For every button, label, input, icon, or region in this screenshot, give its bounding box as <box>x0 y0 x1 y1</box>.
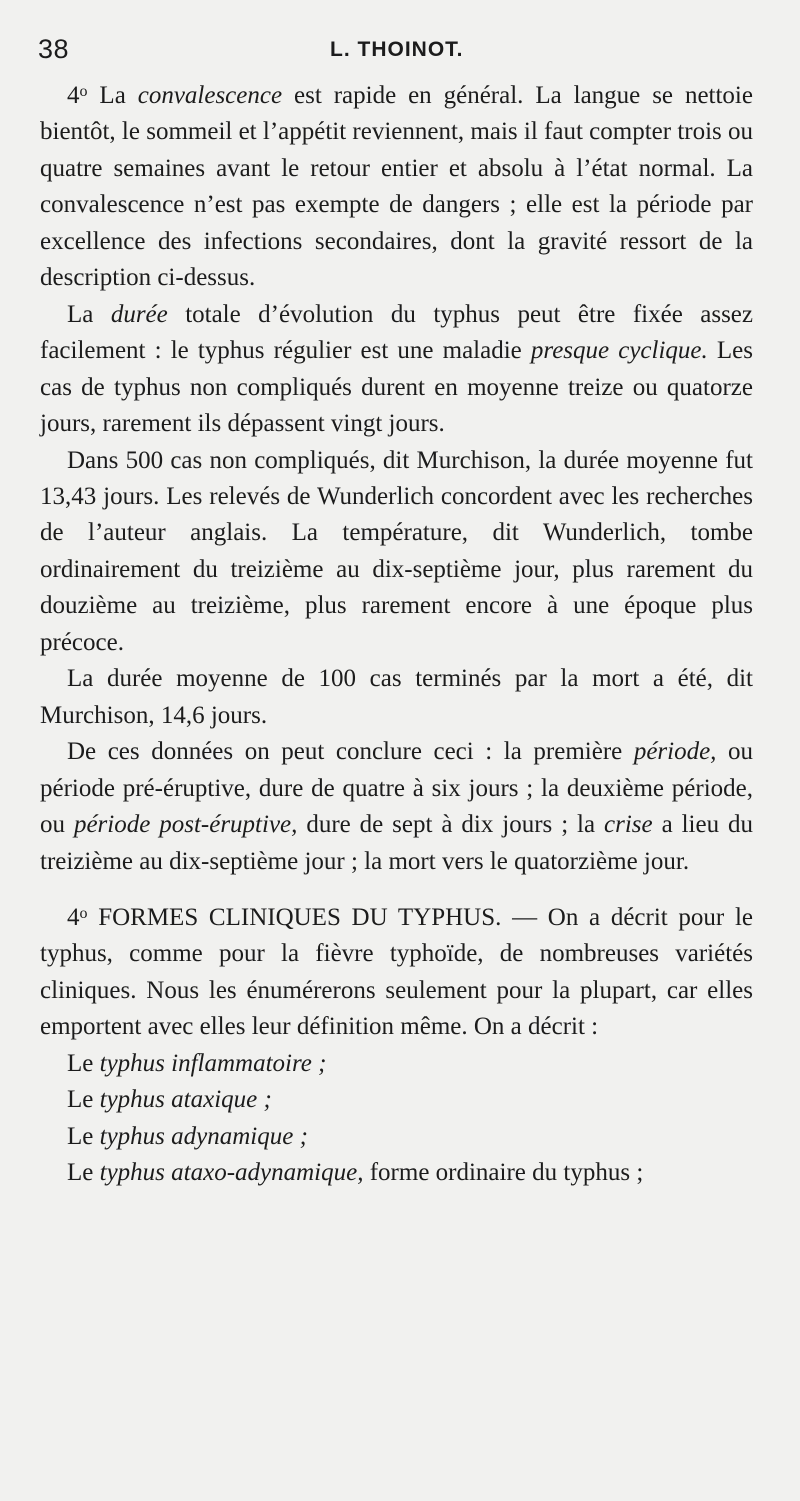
paragraph-duree-mort: La durée moyenne de 100 cas terminés par la mort a été, dit Murchison, 14,6 jours. <box>40 665 753 729</box>
list-item: Le typhus inflammatoire ; <box>67 1049 327 1077</box>
paragraph-duree: La durée totale d’évolution du typhus peut être fixée assez facilement : le typhus régulier est une maladie presque cyclique. Les cas de typhus non compliqués durent en moyenne treize ou quatorze jours, rarement ils dépassent vingt jours. <box>40 300 753 438</box>
list-item: Le typhus ataxo-adynamique, forme ordinaire du typhus ; <box>67 1159 644 1187</box>
paragraph-conclusion: De ces données on peut conclure ceci : la première période, ou période pré-éruptive, dure de quatre à six jours ; la deuxième période, ou période post-éruptive, dure de sept à dix jours ; la crise a lieu du treizième au dix-septième jour ; la mort vers le quatorzième jour. <box>40 738 754 875</box>
page-number: 38 <box>38 34 70 64</box>
body-text <box>40 74 753 1192</box>
running-head: L. THOINOT. <box>330 38 464 61</box>
list-item: Le typhus ataxique ; <box>67 1086 272 1114</box>
section-heading: FORMES CLINIQUES DU TYPHUS. <box>87 903 502 931</box>
paragraph-convalescence: 4$^o$ La convalescence est rapide en général. La langue se nettoie bientôt, le sommeil et l’appétit reviennent, mais il faut compter trois ou quatre semaines avant le retour entier et absolu à l’état normal. La convalescence n’est pas exempte de dangers ; elle est la période par excellence des infections secondaires, dont la gravité ressort de la description ci-dessus. <box>40 82 754 292</box>
page-header <box>38 34 762 70</box>
paragraph-murchison: Dans 500 cas non compliqués, dit Murchison, la durée moyenne fut 13,43 jours. Les relevés de Wunderlich concordent avec les recherches de l’auteur anglais. La température, dit Wunderlich, tombe ordinairement du treizième au dix-septième jour, plus rarement du douzième au treizième, plus rarement encore à une époque plus précoce. <box>40 446 753 656</box>
section-formes-cliniques: 4$^o$ FORMES CLINIQUES DU TYPHUS. — On a décrit pour le typhus, comme pour la fièvre typhoïde, de nombreuses variétés cliniques. Nous les énumérerons seulement pour la plupart, car elles emportent avec elles leur définition même. On a décrit : <box>40 903 753 1041</box>
list-item: Le typhus adynamique ; <box>67 1122 308 1150</box>
